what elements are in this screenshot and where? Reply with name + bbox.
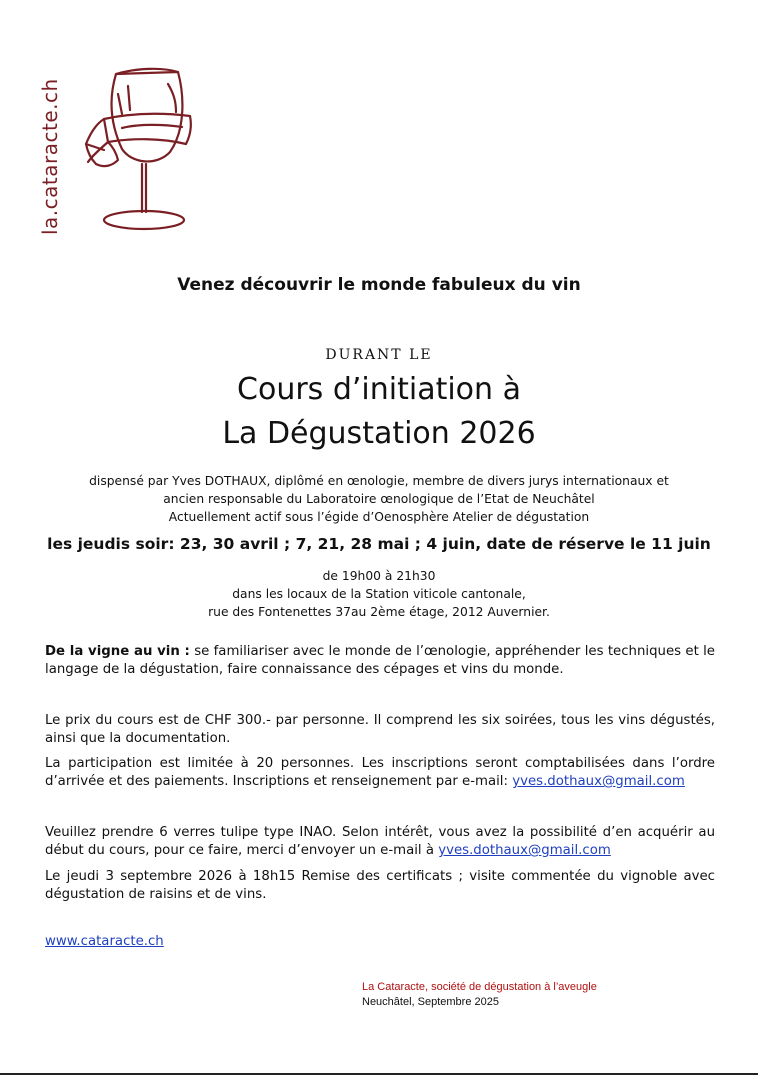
footer-organisation: La Cataracte, société de dégustation à l’aveugle (362, 981, 597, 993)
address-line: rue des Fontenettes 37au 2ème étage, 2012 Auvernier. (208, 605, 550, 619)
location-line: dans les locaux de la Station viticole cantonale, (232, 587, 526, 601)
certificates-paragraph: Le jeudi 3 septembre 2026 à 18h15 Remise des certificats ; visite commentée du vignoble avec dégustation de raisins et de vins. (45, 869, 715, 902)
glasses-text: Veuillez prendre 6 verres tulipe type INAO. Selon intérêt, vous avez la possibilité d’en acquérir au début du cours, pour ce faire, merci d’envoyer un e-mail à (45, 825, 715, 858)
logo-text: la.cataracte.ch (38, 78, 62, 235)
intro-block (0, 472, 758, 526)
intro-line: dispensé par Yves DOTHAUX, diplômé en œnologie, membre de divers jurys internationaux et (89, 474, 669, 488)
footer (362, 980, 597, 1010)
wine-glass-icon (82, 64, 202, 239)
participation-paragraph (45, 755, 715, 791)
durant-label: DURANT LE (325, 347, 433, 363)
website-link[interactable]: www.cataracte.ch (45, 934, 164, 949)
location-block (0, 567, 758, 621)
email-link[interactable]: yves.dothaux@gmail.com (512, 774, 685, 789)
time-line: de 19h00 à 21h30 (322, 569, 436, 583)
vigne-text: se familiariser avec le monde de l’œnologie, appréhender les techniques et le langage de la dégustation, faire connaissance des cépages et vins du monde. (45, 644, 715, 677)
bottom-divider (0, 1073, 758, 1075)
intro-line: Actuellement actif sous l’égide d’Oenosphère Atelier de dégustation (168, 510, 590, 524)
footer-date: Neuchâtel, Septembre 2025 (362, 996, 499, 1008)
price-paragraph: Le prix du cours est de CHF 300.- par personne. Il comprend les six soirées, tous les vins dégustés, ainsi que la documentation. (45, 713, 715, 746)
headline: Venez découvrir le monde fabuleux du vin (177, 275, 581, 295)
intro-line: ancien responsable du Laboratoire œnologique de l’Etat de Neuchâtel (163, 492, 595, 506)
page-title-line-1: Cours d’initiation à (237, 372, 521, 407)
glasses-paragraph (45, 824, 715, 860)
page-title-line-2: La Dégustation 2026 (222, 416, 536, 451)
website-link-container (45, 934, 164, 949)
vigne-paragraph (45, 643, 715, 679)
course-dates: les jeudis soir: 23, 30 avril ; 7, 21, 28 mai ; 4 juin, date de réserve le 11 juin (47, 535, 711, 553)
vigne-label: De la vigne au vin : (45, 644, 190, 659)
email-link[interactable]: yves.dothaux@gmail.com (438, 843, 611, 858)
participation-text: La participation est limitée à 20 personnes. Les inscriptions seront comptabilisées dans l’ordre d’arrivée et des paiements. Inscriptions et renseignement par e-mail: (45, 756, 715, 789)
